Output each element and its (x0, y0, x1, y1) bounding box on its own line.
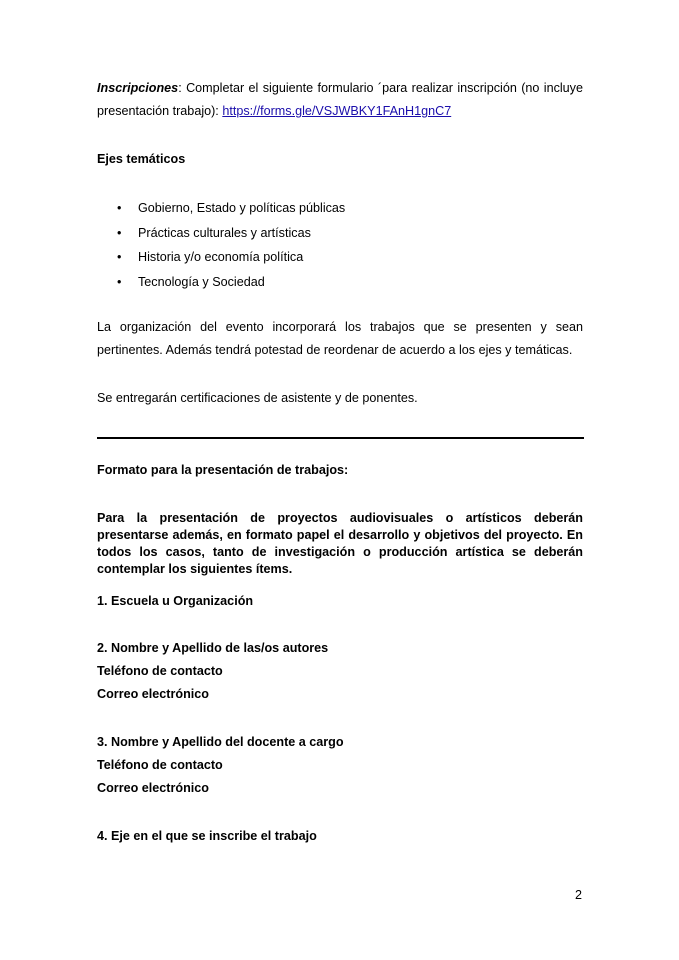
list-item (97, 245, 583, 270)
item-3-correo: Correo electrónico (97, 781, 209, 795)
list-item (97, 221, 583, 246)
item-3-telefono: Teléfono de contacto (97, 758, 223, 772)
organizacion-paragraph: La organización del evento incorporará los trabajos que se presenten y sean pertinentes. Además tendrá potestad de reordenar de acuerdo a los ejes y temáticas. (97, 320, 583, 357)
item-1-block (97, 590, 583, 613)
bullet-icon: • (117, 201, 122, 215)
ejes-list-block (97, 196, 583, 294)
formato-heading: Formato para la presentación de trabajos: (97, 463, 349, 477)
item-3-block (97, 731, 583, 800)
formato-heading-block (97, 459, 583, 482)
item-2: 2. Nombre y Apellido de las/os autores (97, 641, 329, 655)
section-divider (97, 437, 584, 439)
item-4: 4. Eje en el que se inscribe el trabajo (97, 829, 317, 843)
inscripciones-text: : Completar el siguiente formulario ´para realizar inscripción (no incluye presentación trabajo): (97, 81, 583, 118)
item-1: 1. Escuela u Organización (97, 594, 254, 608)
item-4-block (97, 825, 583, 848)
ejes-heading: Ejes temáticos (97, 152, 186, 166)
formato-intro: Para la presentación de proyectos audiovisuales o artísticos deberán presentarse además, en formato papel el desarrollo y objetivos del proyecto. En todos los casos, tanto de investigación o producción artística se deberán contemplar los siguientes ítems. (97, 511, 583, 576)
page-number: 2 (575, 888, 583, 902)
bullet-icon: • (117, 250, 122, 264)
inscripciones-label: Inscripciones (97, 81, 179, 95)
certificaciones-block (97, 387, 583, 410)
ejes-list (97, 196, 583, 294)
list-item-label: Tecnología y Sociedad (138, 274, 265, 289)
item-2-telefono: Teléfono de contacto (97, 664, 223, 678)
list-item (97, 270, 583, 295)
formato-intro-block (97, 510, 583, 578)
list-item-label: Historia y/o economía política (138, 250, 304, 264)
item-3: 3. Nombre y Apellido del docente a cargo (97, 735, 344, 749)
item-2-block (97, 637, 583, 706)
ejes-heading-block (97, 148, 583, 171)
certificaciones-paragraph: Se entregarán certificaciones de asistente y de ponentes. (97, 391, 418, 405)
list-item (97, 196, 583, 221)
organizacion-block (97, 316, 583, 362)
list-item-label: Gobierno, Estado y políticas públicas (138, 201, 346, 215)
inscripciones-paragraph (97, 77, 583, 123)
bullet-icon: • (117, 225, 122, 240)
bullet-icon: • (117, 274, 122, 289)
item-2-correo: Correo electrónico (97, 687, 209, 701)
form-link[interactable]: https://forms.gle/VSJWBKY1FAnH1gnC7 (222, 104, 452, 118)
list-item-label: Prácticas culturales y artísticas (138, 225, 311, 240)
